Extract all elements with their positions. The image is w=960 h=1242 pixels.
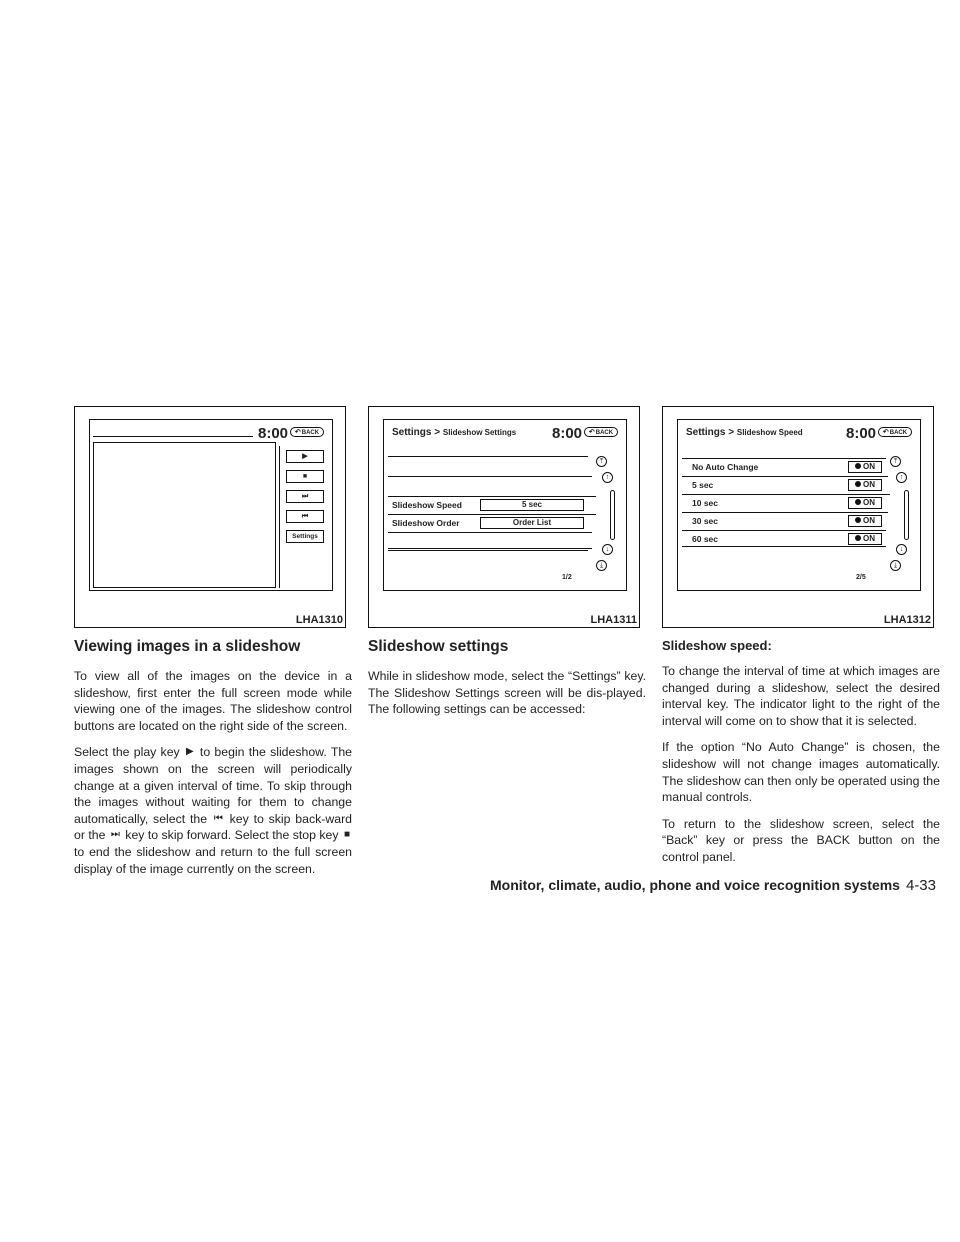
list-row-empty xyxy=(388,532,592,549)
paragraph: Select the play key ▶ to begin the slideshow. The images shown on the screen will periodically change at a given interval of time. To skip through the images without waiting for them to change automatically, select the ⏮ key to skip back-ward or the ⏭ key to skip forward. Select the stop key ■ to end the slideshow and return to the full screen display of the image currently on the screen. xyxy=(74,745,353,876)
speed-option-row[interactable]: 5 sec ON xyxy=(682,476,888,493)
paragraph: To view all of the images on the device in a slideshow, first enter the full screen mode while viewing one of the images. The slideshow control buttons are located on the right side of the screen. xyxy=(74,669,352,733)
skip-forward-icon: ⏭ xyxy=(110,829,120,841)
indicator-on: ON xyxy=(848,497,882,509)
indicator-on: ON xyxy=(848,479,882,491)
indicator-on: ON xyxy=(848,461,882,473)
back-arrow-icon: ↶ xyxy=(294,429,301,436)
indicator-light-icon xyxy=(855,463,861,469)
clock: 8:00 xyxy=(552,425,583,442)
figure-label: LHA1310 xyxy=(295,614,343,626)
clock: 8:00 xyxy=(258,425,289,442)
indicator-light-icon xyxy=(855,535,861,541)
display-screen xyxy=(677,419,921,591)
list-row-empty xyxy=(388,476,592,493)
paragraph: While in slideshow mode, select the “Settings” key. The Slideshow Settings screen will be dis-played. The following settings can be accessed: xyxy=(368,669,646,717)
breadcrumb: Settings > Slideshow Speed xyxy=(686,427,803,438)
paragraph: If the option “No Auto Change” is chosen, the slideshow will not change images automatically. The slideshow can then only be operated using the manual controls. xyxy=(662,740,940,805)
back-arrow-icon: ↶ xyxy=(882,429,889,436)
section-heading: Viewing images in a slideshow xyxy=(74,638,301,655)
display-screen xyxy=(89,419,333,591)
back-arrow-icon: ↶ xyxy=(588,429,595,436)
figure-slideshow-speed xyxy=(662,406,934,628)
figure-slideshow-settings xyxy=(368,406,640,628)
indicator-light-icon xyxy=(855,481,861,487)
list-row-empty xyxy=(388,456,588,473)
slideshow-speed-value: 5 sec xyxy=(480,499,584,511)
scroll-up-icon[interactable]: ↑ xyxy=(896,472,907,483)
footer-section-title: Monitor, climate, audio, phone and voice recognition systems xyxy=(490,877,900,893)
scroll-top-icon[interactable]: ⤒ xyxy=(596,456,607,467)
slideshow-order-row[interactable]: Slideshow Order Order List xyxy=(388,514,596,531)
back-button[interactable]: ↶BACK xyxy=(290,427,324,437)
slideshow-speed-row[interactable]: Slideshow Speed 5 sec xyxy=(388,496,596,513)
page-footer xyxy=(470,877,936,894)
indicator-on: ON xyxy=(848,515,882,527)
subsection-heading: Slideshow speed: xyxy=(662,638,772,653)
settings-button[interactable]: Settings xyxy=(286,530,324,543)
image-viewer-area xyxy=(93,442,276,588)
speed-option-row[interactable]: 10 sec ON xyxy=(682,494,890,511)
indicator-on: ON xyxy=(848,533,882,545)
breadcrumb: Settings > Slideshow Settings xyxy=(392,427,517,438)
column-slideshow-settings xyxy=(368,638,646,728)
stop-icon: ■ xyxy=(343,829,351,841)
page-indicator: 2/5 xyxy=(856,574,866,581)
back-button[interactable]: ↶BACK xyxy=(584,427,618,437)
stop-button[interactable]: ■ xyxy=(286,470,324,483)
scrollbar[interactable] xyxy=(904,490,909,540)
scroll-bottom-icon[interactable]: ⤓ xyxy=(890,560,901,571)
skip-forward-button[interactable]: ⏭ xyxy=(286,490,324,503)
indicator-light-icon xyxy=(855,499,861,505)
play-button[interactable]: ▶ xyxy=(286,450,324,463)
speed-option-row[interactable]: 60 sec ON xyxy=(682,530,886,547)
slideshow-order-value: Order List xyxy=(480,517,584,529)
page-number: 4-33 xyxy=(905,877,936,894)
figure-slideshow-screen xyxy=(74,406,346,628)
column-slideshow-speed xyxy=(662,638,940,876)
scroll-up-icon[interactable]: ↑ xyxy=(602,472,613,483)
page-indicator: 1/2 xyxy=(562,574,572,581)
skip-back-icon: ⏮ xyxy=(213,812,223,824)
figure-label: LHA1311 xyxy=(590,614,637,626)
scroll-down-icon[interactable]: ↓ xyxy=(896,544,907,555)
scrollbar[interactable] xyxy=(610,490,615,540)
back-button[interactable]: ↶BACK xyxy=(878,427,912,437)
indicator-light-icon xyxy=(855,517,861,523)
paragraph: To return to the slideshow screen, select the “Back” key or press the BACK button on the control panel. xyxy=(662,816,940,864)
display-screen xyxy=(383,419,627,591)
skip-back-button[interactable]: ⏮ xyxy=(286,510,324,523)
scroll-top-icon[interactable]: ⤒ xyxy=(890,456,901,467)
clock: 8:00 xyxy=(846,425,877,442)
paragraph: To change the interval of time at which images are changed during a slideshow, select the desired interval key. The indicator light to the right of the interval will come on to show that it is selected. xyxy=(662,664,940,728)
speed-option-row[interactable]: 30 sec ON xyxy=(682,512,888,529)
section-heading: Slideshow settings xyxy=(368,638,509,655)
slideshow-controls xyxy=(279,446,326,588)
list-row-empty xyxy=(388,550,588,567)
speed-option-row[interactable]: No Auto Change ON xyxy=(682,458,886,475)
scroll-bottom-icon[interactable]: ⤓ xyxy=(596,560,607,571)
scroll-down-icon[interactable]: ↓ xyxy=(602,544,613,555)
column-viewing-slideshow xyxy=(74,638,352,887)
figure-label: LHA1312 xyxy=(883,614,931,626)
play-icon: ▶ xyxy=(185,746,194,758)
header-divider xyxy=(93,436,253,437)
